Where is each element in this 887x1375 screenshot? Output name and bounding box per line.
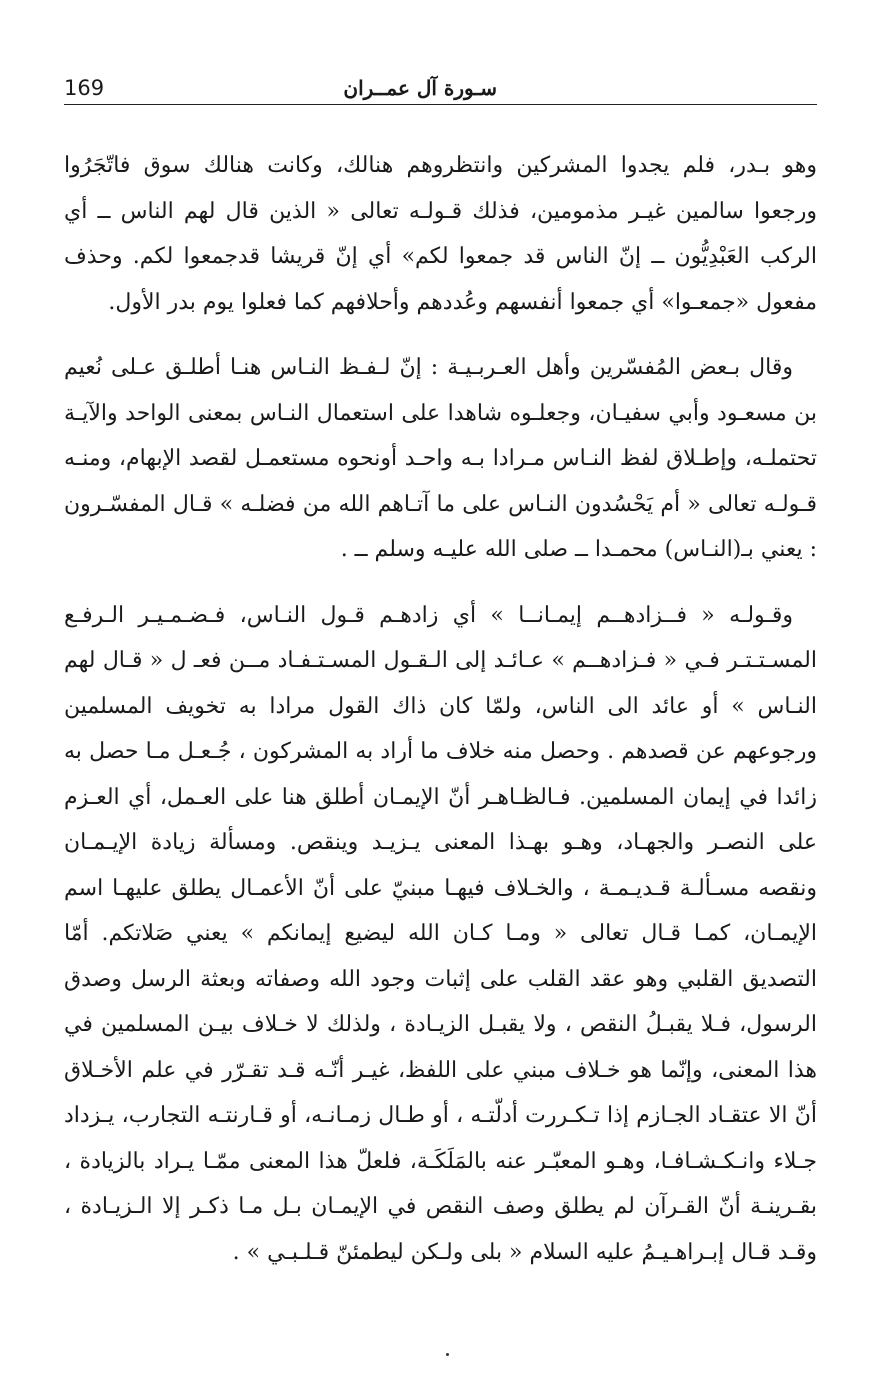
page-speck	[446, 1353, 449, 1356]
paragraph-1: وهو بـدر، فلم يجدوا المشركين وانتظروهم هنالك، وكانت هنالك سوق فاتّجَرُوا ورجعوا سالمين غيـر مذمومين، فذلك قـولـه تعالى « الذين قال لهم الناس ــ أي الركب العَبْدِيُّون ــ إنّ الناس قد جمعوا لكم» أي إنّ قريشا قدجمعوا لكم. وحذف مفعول «جمعـوا» أي جمعوا أنفسهم وعُددهم وأحلافهم كما فعلوا يوم بدر الأول.	[64, 153, 818, 315]
running-title: سـورة آل عمــران	[343, 76, 497, 100]
page-number: 169	[64, 76, 105, 100]
page-header	[64, 60, 817, 105]
paragraph-2: وقال بـعض المُفسّرين وأهل العـربـيـة : إنّ لـفـظ النـاس هنـا أطلـق عـلى نُعيم بن مسعـود وأبي سفيـان، وجعلـوه شاهدا على استعمال النـاس بمعنى الواحد والآيـة تحتملـه، وإطـلاق لفظ النـاس مـرادا بـه واحـد أونحوه مستعمـل لقصد الإبهام، ومنـه قـولـه تعالى « أم يَحْسُدون النـاس على ما آتـاهم الله من فضلـه » قـال المفسّـرون : يعني بـ(النـاس) محمـدا ــ صلى الله عليـه وسلم ــ .	[64, 355, 817, 562]
body-text	[64, 143, 817, 1275]
paragraph-3: وقـولـه « فــزادهــم إيمـانــا » أي زادهـم قـول النـاس، فـضـمـيـر الـرفـع المسـتـتـر فـي « فـزادهــم » عـائـد إلى الـقـول المسـتـفـاد مــن فعـ ل « قـال لهم النـاس » أو عائد الى الناس، ولمّا كان ذاك القول مرادا به تخويف المسلمين ورجوعهم عن قصدهم . وحصل منه خلاف ما أراد به المشركون ، جُـعـل مـا حصل به زائدا في إيمان المسلمين. فـالظـاهـر أنّ الإيمـان أطلق هنا على العـمل، أي العـزم على النصـر والجهـاد، وهـو بهـذا المعنى يـزيـد وينقص. ومسألة زيادة الإيـمـان ونقصه مسـألـة قـديـمـة ، والخـلاف فيهـا مبنيّ على أنّ الأعمـال يطلق عليهـا اسم الإيمـان، كمـا قـال تعالى « ومـا كـان الله ليضيع إيمانكم » يعني صَلاتكم. أمّا التصديق القلبي وهو عقد القلب على إثبات وجود الله وصفاته وبعثة الرسل وصدق الرسول، فـلا يقبـلُ النقص ، ولا يقبـل الزيـادة ، ولذلك لا خـلاف بيـن المسلمين في هذا المعنى، وإنّما هو خـلاف مبني على اللفظ، غيـر أنّـه قـد تقـرّر في علم الأخـلاق أنّ الا عتقـاد الجـازم إذا تـكـررت أدلّتـه ، أو طـال زمـانـه، أو قـارنتـه التجارب، يـزداد جـلاء وانـكـشـافـا، وهـو المعبّـر عنه بالمَلَكَـة، فلعلّ هذا المعنى ممّـا يـراد بالزيادة ، بقـرينـة أنّ القـرآن لم يطلق وصف النقص في الإيمـان بـل مـا ذكـر إلا الـزيـادة ، وقـد قـال إبـراهـيـمُ عليه السلام « بلى ولـكن ليطمئنّ قـلـبـي » .	[64, 602, 817, 1265]
